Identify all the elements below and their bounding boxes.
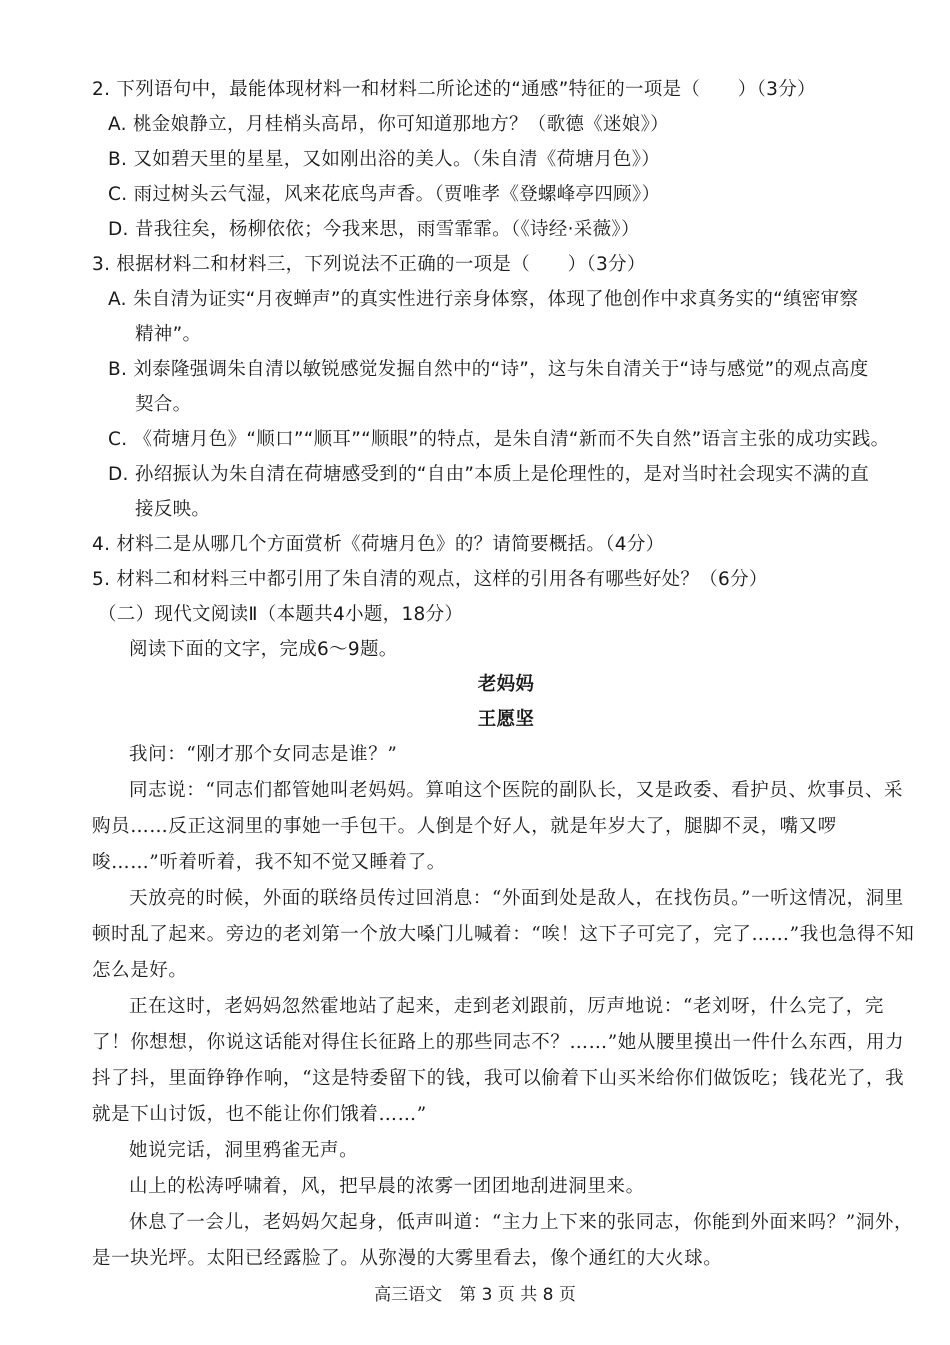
question-3-option-c: C. 《荷塘月色》“顺口”“顺耳”“顺眼”的特点，是朱自清“新而不失自然”语言主张的成功实践。 xyxy=(108,429,890,450)
question-5: 5. 材料二和材料三中都引用了朱自清的观点，这样的引用各有哪些好处？（6分） xyxy=(92,569,768,590)
question-3-option-a: A. 朱自清为证实“月夜蝉声”的真实性进行亲身体察，体现了他创作中求真务实的“缜密审察 xyxy=(108,289,859,310)
question-3-option-d-cont: 接反映。 xyxy=(135,499,211,520)
story-paragraph: 我问：“刚才那个女同志是谁？” xyxy=(129,744,398,765)
question-2-option-d: D. 昔我往矣，杨柳依依；今我来思，雨雪霏霏。（《诗经·采薇》） xyxy=(108,219,640,240)
story-paragraph: 正在这时，老妈妈忽然霍地站了起来，走到老刘跟前，厉声地说：“老刘呀，什么完了，完了！你想想，你说这话能对得住长征路上的那些同志不？……”她从腰里摸出一件什么东西，用力抖了抖，里面铮铮作响，“这是特委留下的钱，我可以偷着下山买米给你们做饭吃；钱花光了，我就是下山讨饭，也不能让你们饿着……” xyxy=(92,996,905,1125)
question-4: 4. 材料二是从哪几个方面赏析《荷塘月色》的？请简要概括。（4分） xyxy=(92,534,665,555)
story-paragraph: 她说完话，洞里鸦雀无声。 xyxy=(129,1140,359,1161)
question-3-option-b-cont: 契合。 xyxy=(135,394,192,415)
question-2-option-b: B. 又如碧天里的星星，又如刚出浴的美人。（朱自清《荷塘月色》） xyxy=(108,149,661,170)
question-3-option-a-cont: 精神”。 xyxy=(135,324,202,345)
story-title: 老妈妈 xyxy=(477,674,535,695)
story-paragraph: 休息了一会儿，老妈妈欠起身，低声叫道：“主力上下来的张同志，你能到外面来吗？”洞外，是一块光坪。太阳已经露脸了。从弥漫的大雾里看去，像个通红的大火球。 xyxy=(92,1212,914,1269)
question-3-option-b: B. 刘泰隆强调朱自清以敏锐感觉发掘自然中的“诗”，这与朱自清关于“诗与感觉”的观点高度 xyxy=(108,359,869,380)
section-instruction: 阅读下面的文字，完成6～9题。 xyxy=(129,639,398,660)
story-paragraph: 天放亮的时候，外面的联络员传过回消息：“外面到处是敌人，在找伤员。”一听这情况，洞里顿时乱了起来。旁边的老刘第一个放大嗓门儿喊着：“唉！这下子可完了，完了……”我也急得不知怎么是好。 xyxy=(92,888,915,981)
section-heading: （二）现代文阅读Ⅱ（本题共4小题，18分） xyxy=(98,604,464,625)
story-paragraph: 山上的松涛呼啸着，风，把早晨的浓雾一团团地刮进洞里来。 xyxy=(129,1176,645,1197)
question-2-stem: 2. 下列语句中，最能体现材料一和材料二所论述的“通感”特征的一项是（ ）（3分） xyxy=(92,79,816,100)
question-3-option-d: D. 孙绍振认为朱自清在荷塘感受到的“自由”本质上是伦理性的，是对当时社会现实不满的直 xyxy=(108,464,870,485)
question-2-option-c: C. 雨过树头云气湿，风来花底鸟声香。（贾唯孝《登螺峰亭四顾》） xyxy=(108,184,661,205)
story-paragraph: 同志说：“同志们都管她叫老妈妈。算咱这个医院的副队长，又是政委、看护员、炊事员、采购员……反正这洞里的事她一手包干。人倒是个好人，就是年岁大了，腿脚不灵，嘴又啰唆……”听着听着，我不知不觉又睡着了。 xyxy=(92,780,904,873)
question-2-option-a: A. 桃金娘静立，月桂梢头高昂，你可知道那地方？（歌德《迷娘》） xyxy=(108,114,669,135)
page-footer: 高三语文 第 3 页 共 8 页 xyxy=(374,1285,576,1305)
story-author: 王愿坚 xyxy=(477,709,535,730)
question-3-stem: 3. 根据材料二和材料三，下列说法不正确的一项是（ ）（3分） xyxy=(92,254,646,275)
